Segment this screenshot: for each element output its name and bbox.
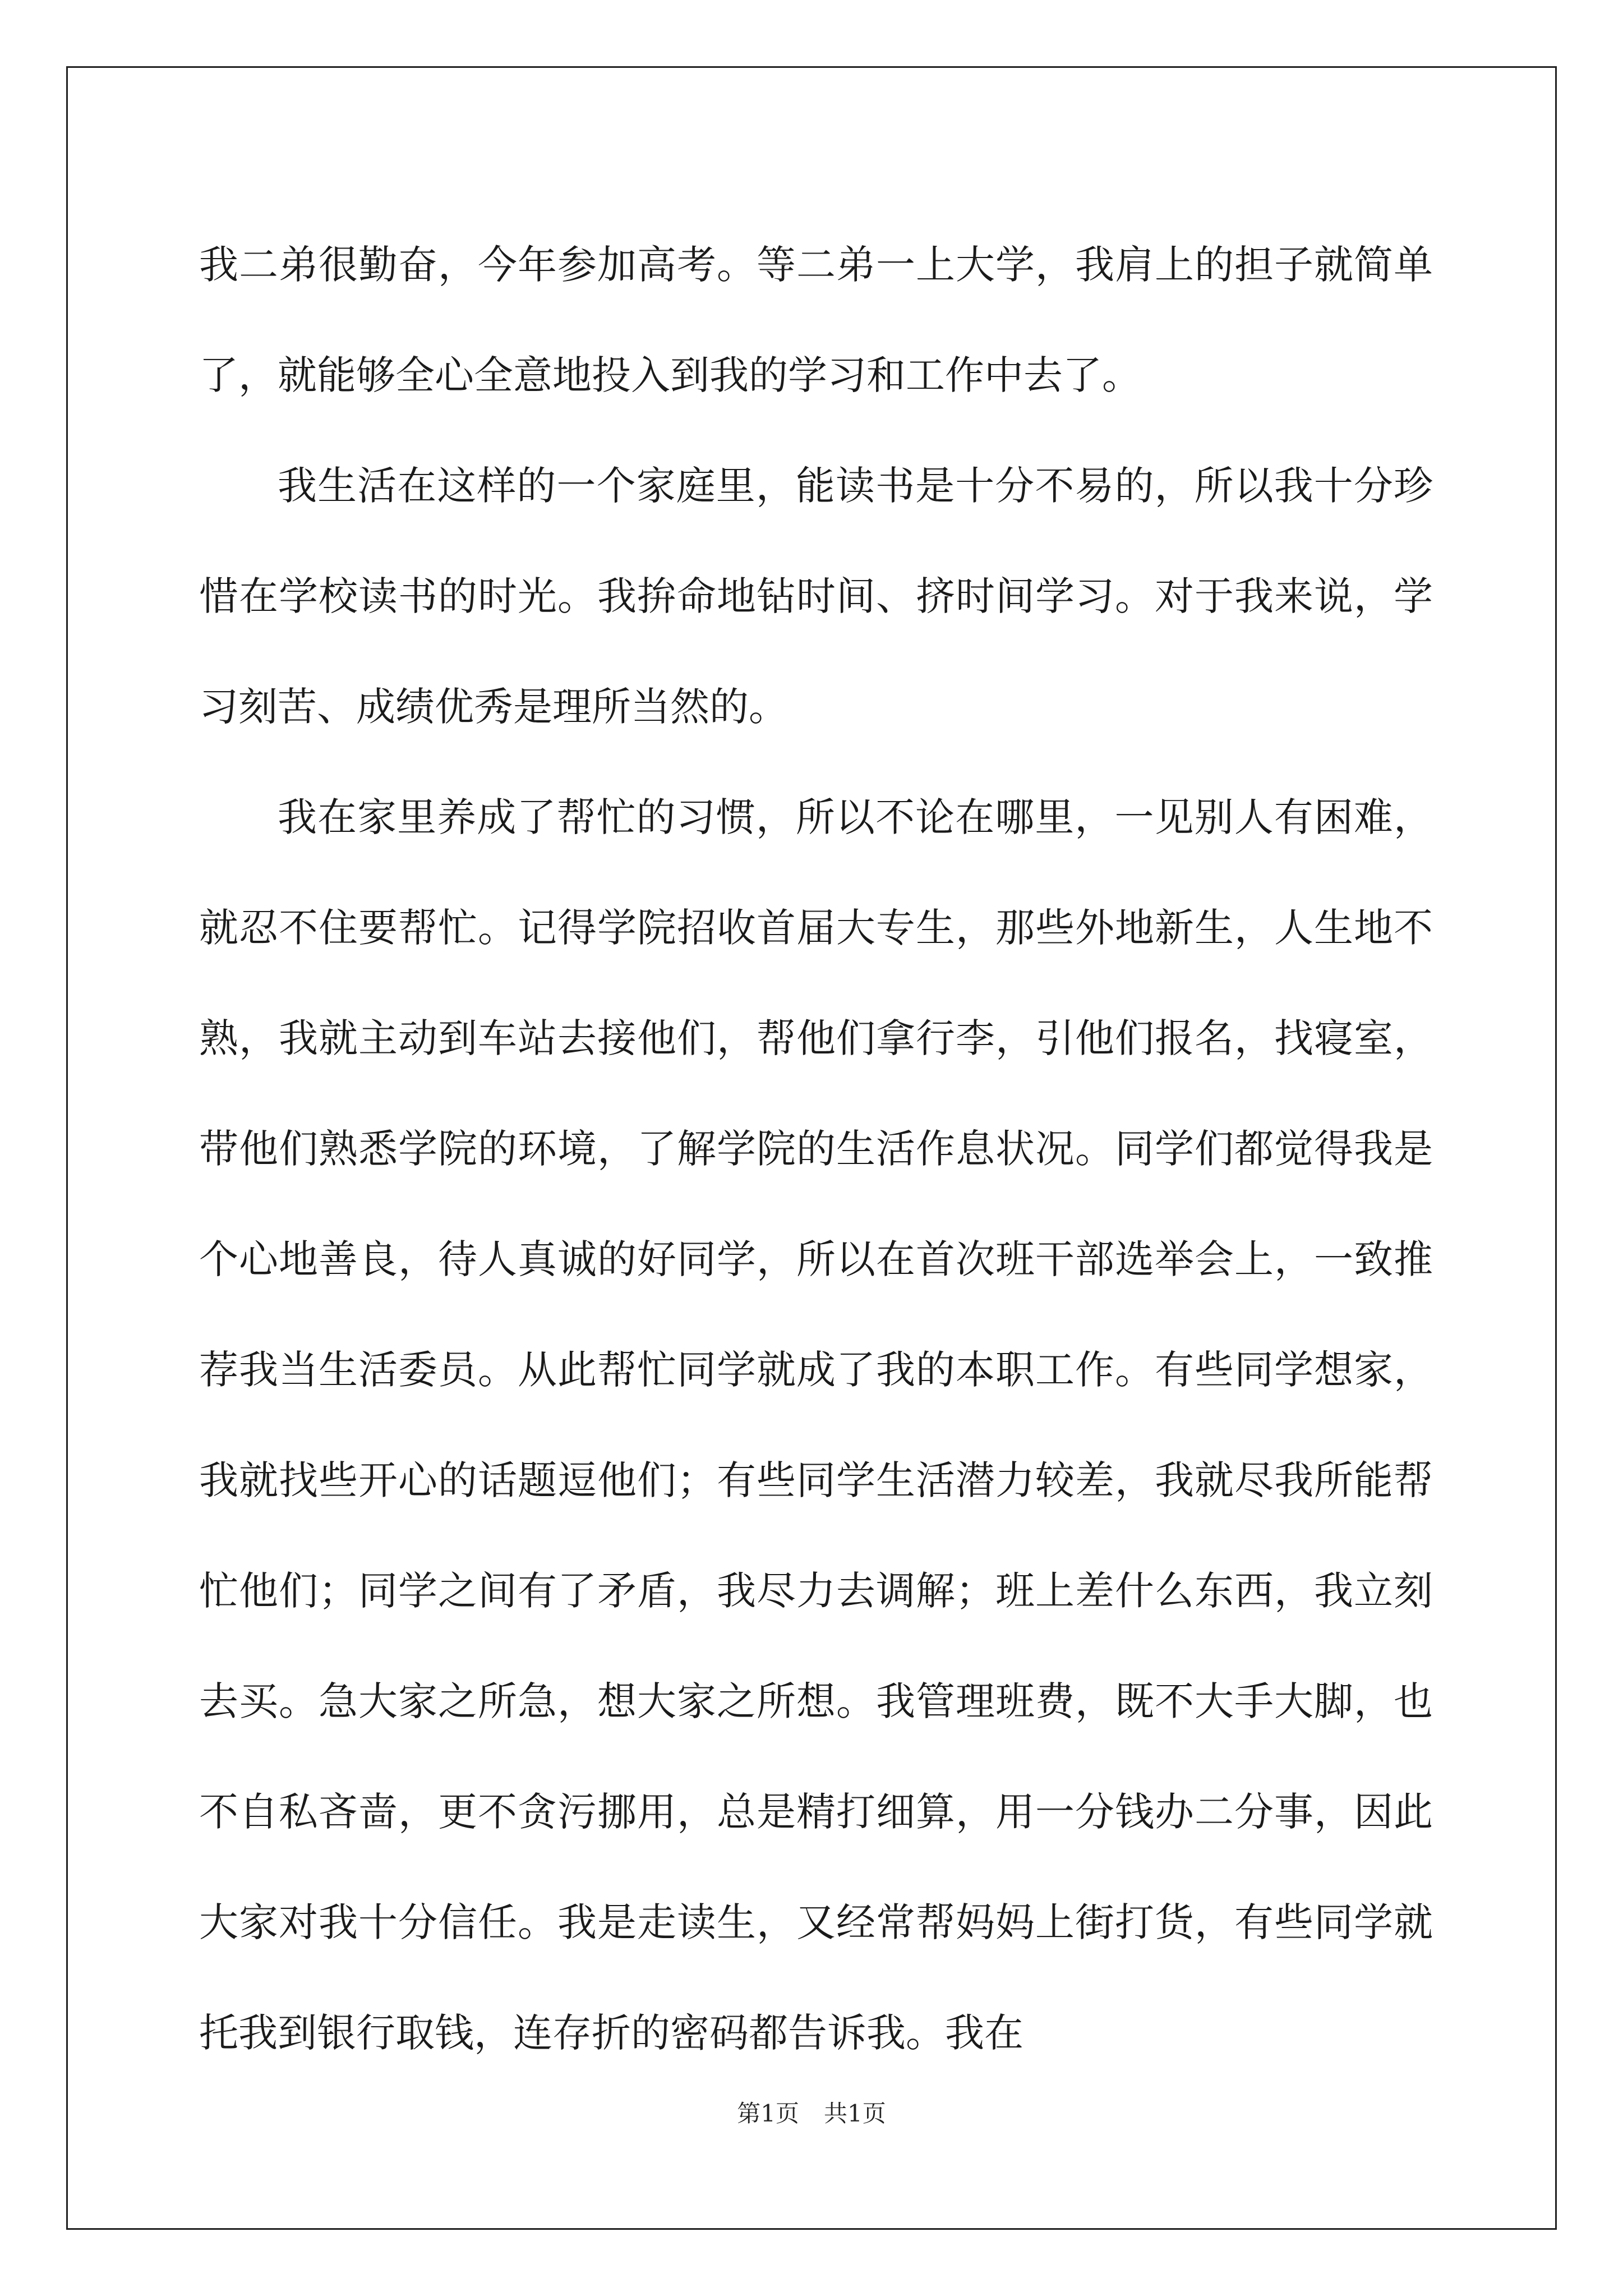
document-body — [199, 210, 1433, 2088]
page-footer — [0, 2095, 1623, 2129]
page-total: 共1页 — [824, 2100, 886, 2127]
page-number: 第1页 — [737, 2100, 799, 2127]
paragraph-1: 我二弟很勤奋，今年参加高考。等二弟一上大学，我肩上的担子就简单了，就能够全心全意地投入到我的学习和工作中去了。 — [199, 242, 1433, 398]
paragraph-2: 我生活在这样的一个家庭里，能读书是十分不易的，所以我十分珍惜在学校读书的时光。我拚命地钻时间、挤时间学习。对于我来说，学习刻苦、成绩优秀是理所当然的。 — [199, 463, 1433, 730]
paragraph-3: 我在家里养成了帮忙的习惯，所以不论在哪里，一见别人有困难，就忍不住要帮忙。记得学院招收首届大专生，那些外地新生，人生地不熟，我就主动到车站去接他们，帮他们拿行李，引他们报名，找寝室，带他们熟悉学院的环境，了解学院的生活作息状况。同学们都觉得我是个心地善良，待人真诚的好同学，所以在首次班干部选举会上，一致推荐我当生活委员。从此帮忙同学就成了我的本职工作。有些同学想家，我就找些开心的话题逗他们；有些同学生活潜力较差，我就尽我所能帮忙他们；同学之间有了矛盾，我尽力去调解；班上差什么东西，我立刻去买。急大家之所急，想大家之所想。我管理班费，既不大手大脚，也不自私吝啬，更不贪污挪用，总是精打细算，用一分钱办二分事，因此大家对我十分信任。我是走读生，又经常帮妈妈上街打货，有些同学就托我到银行取钱，连存折的密码都告诉我。我在 — [199, 794, 1433, 2056]
